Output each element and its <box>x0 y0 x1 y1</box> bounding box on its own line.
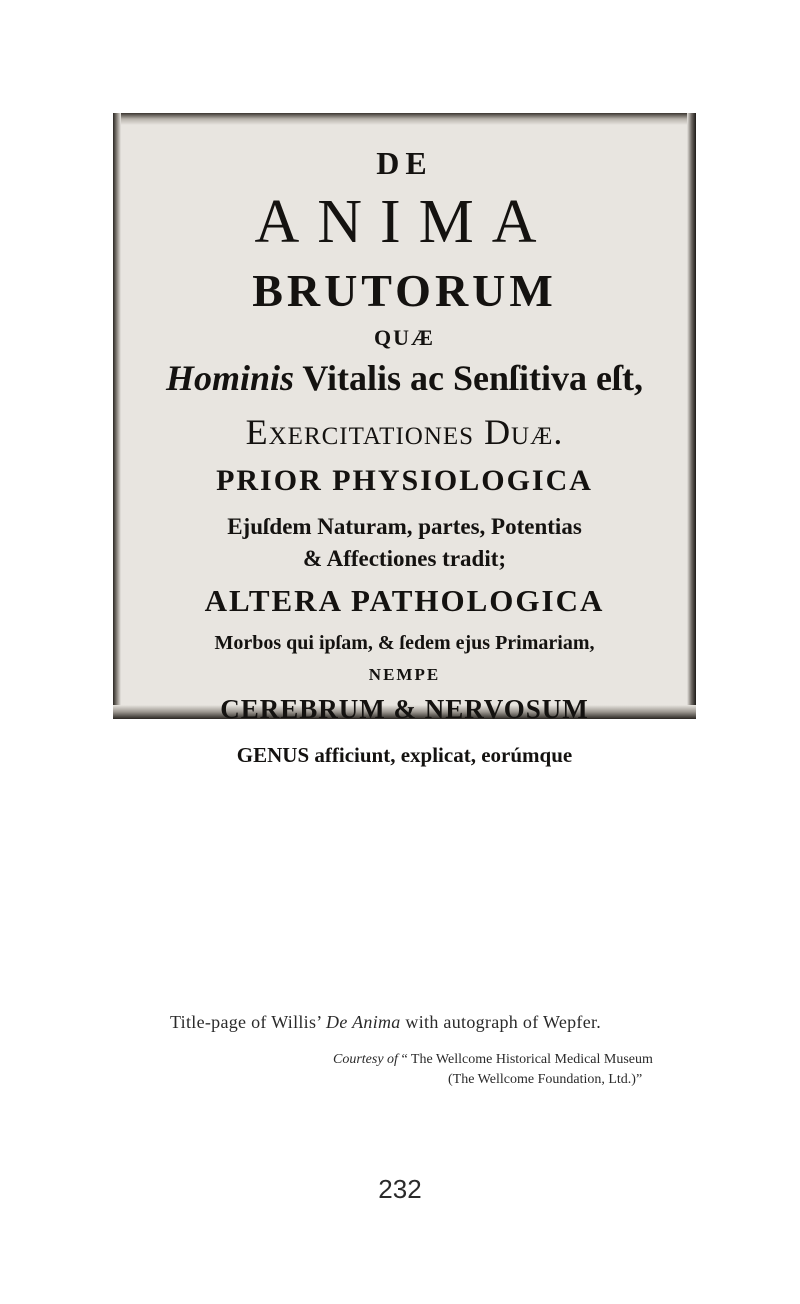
caption-title: De Anima <box>326 1012 401 1032</box>
credit-line-1 <box>333 1052 653 1068</box>
credit-prefix: Courtesy of <box>333 1052 398 1067</box>
line-exercitationes: Exercitationes Duæ. <box>245 412 564 452</box>
line-genus: GENUS afficiunt, explicat, eorúmque <box>236 743 573 767</box>
line-cerebrum: CEREBRUM & NERVOSUM <box>220 694 589 724</box>
line-altera: ALTERA PATHOLOGICA <box>204 583 605 618</box>
line-morbos: Morbos qui ipſam, & ſedem ejus Primariam, <box>214 632 595 654</box>
line-quae: QUÆ <box>374 325 435 350</box>
line-prior: PRIOR PHYSIOLOGICA <box>216 464 593 497</box>
word-vitalis: Vitalis ac Senſitiva eſt, <box>302 358 644 398</box>
caption-text-before: Title-page of Willis’ <box>170 1012 322 1032</box>
empty-layer <box>113 113 696 719</box>
word-hominis: Hominis <box>165 358 295 398</box>
line-de: DE <box>376 145 433 181</box>
line-anima: ANIMA <box>254 188 555 256</box>
line-affectiones: & Affectiones tradit; <box>302 546 507 571</box>
credit-line-1-text: “ The Wellcome Historical Medical Museum <box>401 1052 653 1067</box>
line-brutorum: BRUTORUM <box>252 265 557 316</box>
caption-text-after: with autograph of Wepfer. <box>405 1012 602 1032</box>
credit-line-2: (The Wellcome Foundation, Ltd.)” <box>448 1072 643 1087</box>
page-number: 232 <box>378 1174 422 1204</box>
line-ejusdem: Ejuſdem Naturam, partes, Potentias <box>227 514 582 539</box>
figure-caption <box>170 1012 601 1033</box>
line-nempe: NEMPE <box>368 665 441 684</box>
